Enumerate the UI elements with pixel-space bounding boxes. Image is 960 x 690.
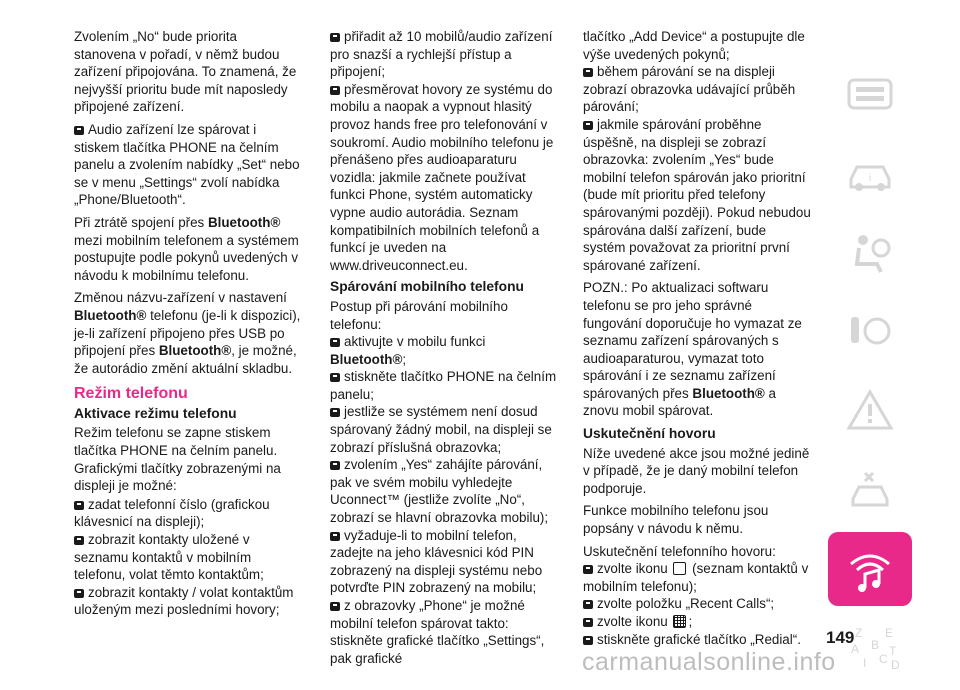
bullet-item: jakmile spárování proběhne úspěšně, na displeji se zobrazí obrazovka: zvolením „Yes“ bude mobilní telefon spárován jako prioritní (bude mít prioritu před telefony spárovanými později). Pokud nebudou spárována další zařízení, bude systém považovat za prioritní první spárované zařízení. bbox=[583, 116, 811, 273]
text-column-2 bbox=[330, 28, 560, 667]
index-letter: A bbox=[851, 642, 860, 656]
subheading: Uskutečnění hovoru bbox=[583, 426, 716, 442]
bullet-item: Audio zařízení lze spárovat i stiskem tlačítka PHONE na čelním panelu a zvolením nabídky „Set“ nebo se v menu „Settings“ zvolí nabídka „Phone/Bluetooth“. bbox=[74, 121, 300, 208]
bullet-icon bbox=[330, 408, 340, 417]
svg-text:i: i bbox=[868, 173, 872, 184]
paragraph: tlačítko „Add Device“ a postupujte dle výše uvedených pokynů; bbox=[583, 29, 805, 62]
contacts-icon bbox=[673, 562, 686, 575]
bullet-icon bbox=[330, 461, 340, 470]
note-paragraph: POZN.: Po aktualizaci softwaru telefonu se pro jeho správné fungování doporučuje ho vymazat ze seznamu zařízení spárovaných s audioaparaturou, vymazat toto spárování i ze seznamu zařízení spárovaných přes Bluetooth® a znovu mobil spárovat. bbox=[583, 280, 802, 419]
bullet-icon bbox=[74, 126, 84, 135]
index-letter: D bbox=[891, 658, 900, 672]
watermark: carmanualsonline.info bbox=[582, 648, 836, 676]
tab-dashboard[interactable] bbox=[828, 58, 912, 132]
bullet-icon bbox=[330, 532, 340, 541]
bullet-item: stiskněte grafické tlačítko „Redial“. bbox=[583, 631, 811, 649]
tab-maintenance[interactable] bbox=[828, 453, 912, 527]
bullet-item: během párování se na displeji zobrazí obrazovka udávající průběh párování; bbox=[583, 64, 796, 115]
paragraph: Níže uvedené akce jsou možné jedině v případě, že je daný mobilní telefon podporuje. bbox=[583, 445, 810, 496]
keypad-icon bbox=[673, 615, 686, 628]
steering-key-icon bbox=[843, 307, 897, 357]
multimedia-icon bbox=[843, 544, 897, 594]
bullet-icon bbox=[330, 338, 340, 347]
bullet-icon bbox=[583, 68, 593, 77]
bullet-item: zvolením „Yes“ zahájíte párování, pak ve svém mobilu vyhledejte Uconnect™ (jestliže zvolíte „No“, zobrazí se hlavní obrazovka mobilu); bbox=[330, 457, 549, 526]
index-letter: T bbox=[889, 644, 897, 658]
paragraph: Uskutečnění telefonního hovoru: bbox=[583, 543, 776, 559]
bullet-icon bbox=[330, 33, 340, 42]
chapter-tabs bbox=[828, 58, 912, 690]
tab-emergency[interactable] bbox=[828, 374, 912, 448]
subheading: Spárování mobilního telefonu bbox=[330, 279, 524, 295]
seat-airbag-icon bbox=[843, 228, 897, 278]
bullet-item: zobrazit kontakty / volat kontaktům uloženým mezi posledními hovory; bbox=[74, 584, 294, 618]
paragraph: Funkce mobilního telefonu jsou popsány v návodu k němu. bbox=[583, 503, 769, 537]
warning-triangle-icon bbox=[843, 386, 897, 436]
bullet-icon bbox=[583, 618, 593, 627]
index-letter: E bbox=[885, 626, 894, 640]
bullet-item: zobrazit kontakty uložené v seznamu kontaktů v mobilním telefonu, volat těmto kontaktům; bbox=[74, 532, 264, 583]
index-letter: I bbox=[863, 656, 867, 670]
paragraph: Zvolením „No“ bude priorita stanovena v pořadí, v němž budou zařízení připojována. To znamená, že nejvyšší prioritu bude mít naposledy připojené zařízení. bbox=[74, 29, 297, 115]
paragraph: Režim telefonu se zapne stiskem tlačítka PHONE na čelním panelu. Grafickými tlačítky zobrazenými na displeji je možné: bbox=[74, 425, 281, 494]
text-column-3 bbox=[583, 28, 811, 648]
bullet-item: z obrazovky „Phone“ je možné mobilní telefon spárovat takto: stiskněte grafické tlačítko „Settings“, pak grafické bbox=[330, 598, 545, 666]
paragraph: Při ztrátě spojení přes Bluetooth® mezi mobilním telefonem a systémem postupujte podle pokynů uvedených v návodu k mobilnímu telefonu. bbox=[74, 214, 299, 283]
tab-car-info[interactable] bbox=[828, 137, 912, 211]
bullet-item: jestliže se systémem není dosud spárovaný žádný mobil, na displeji se zobrazí příslušná obrazovka; bbox=[330, 404, 552, 455]
tools-car-icon bbox=[843, 465, 897, 515]
bullet-item: vyžaduje-li to mobilní telefon, zadejte na jeho klávesnici kód PIN zobrazený na displeji systému nebo potvrďte PIN zobrazený na mobilu; bbox=[330, 527, 543, 596]
bullet-icon bbox=[330, 373, 340, 382]
index-letter: Z bbox=[855, 626, 863, 640]
tab-multimedia[interactable] bbox=[828, 532, 912, 606]
bullet-item: zadat telefonní číslo (grafickou klávesnicí na displeji); bbox=[74, 496, 270, 530]
bullet-item: přiřadit až 10 mobilů/audio zařízení pro snazší a rychlejší přístup a připojení; bbox=[330, 29, 553, 80]
car-info-icon bbox=[843, 149, 897, 199]
tab-starting[interactable] bbox=[828, 295, 912, 369]
bullet-icon bbox=[74, 536, 84, 545]
tab-safety[interactable] bbox=[828, 216, 912, 290]
bullet-item: zvolte položku „Recent Calls“; bbox=[583, 595, 811, 613]
bullet-icon bbox=[74, 589, 84, 598]
page-number: 149 bbox=[826, 628, 855, 647]
bullet-icon bbox=[330, 602, 340, 611]
tab-index[interactable] bbox=[828, 611, 912, 685]
bullet-item: aktivujte v mobilu funkci Bluetooth®; bbox=[330, 334, 486, 367]
bullet-item: přesměrovat hovory ze systému do mobilu a naopak a vypnout hlasitý provoz hands free pro telefonování v soukromí. Audio mobilního telefonu je přenášeno přes audioaparaturu vozidla: jakmile začnete používat funkci Phone, systém automaticky vypne audio autorádia. Seznam kompatibilních mobilních telefonů a funkcí je uveden na www.driveuconnect.eu. bbox=[330, 81, 554, 273]
bullet-icon bbox=[583, 636, 593, 645]
subheading: Aktivace režimu telefonu bbox=[74, 405, 237, 421]
bullet-icon bbox=[583, 565, 593, 574]
bullet-item: stiskněte tlačítko PHONE na čelním panelu; bbox=[330, 369, 557, 402]
bullet-icon bbox=[74, 501, 84, 510]
section-title: Režim telefonu bbox=[74, 385, 188, 403]
bullet-item: zvolte ikonu ; bbox=[583, 613, 811, 631]
bullet-icon bbox=[583, 121, 593, 130]
index-letter: B bbox=[871, 638, 880, 652]
bullet-item: zvolte ikonu (seznam kontaktů v mobilním telefonu); bbox=[583, 561, 809, 594]
bullet-icon bbox=[583, 600, 593, 609]
paragraph: Změnou názvu-zařízení v nastavení Bluetooth® telefonu (je-li k dispozici), je-li zařízení připojeno přes USB po připojení přes Bluetooth®, je možné, že autorádio změní aktuální skladbu. bbox=[74, 290, 301, 376]
car-dashboard-icon bbox=[843, 70, 897, 120]
paragraph: Postup při párování mobilního telefonu: bbox=[330, 298, 508, 332]
index-letter: C bbox=[879, 652, 888, 666]
text-column-1 bbox=[74, 28, 302, 619]
bullet-icon bbox=[330, 86, 340, 95]
